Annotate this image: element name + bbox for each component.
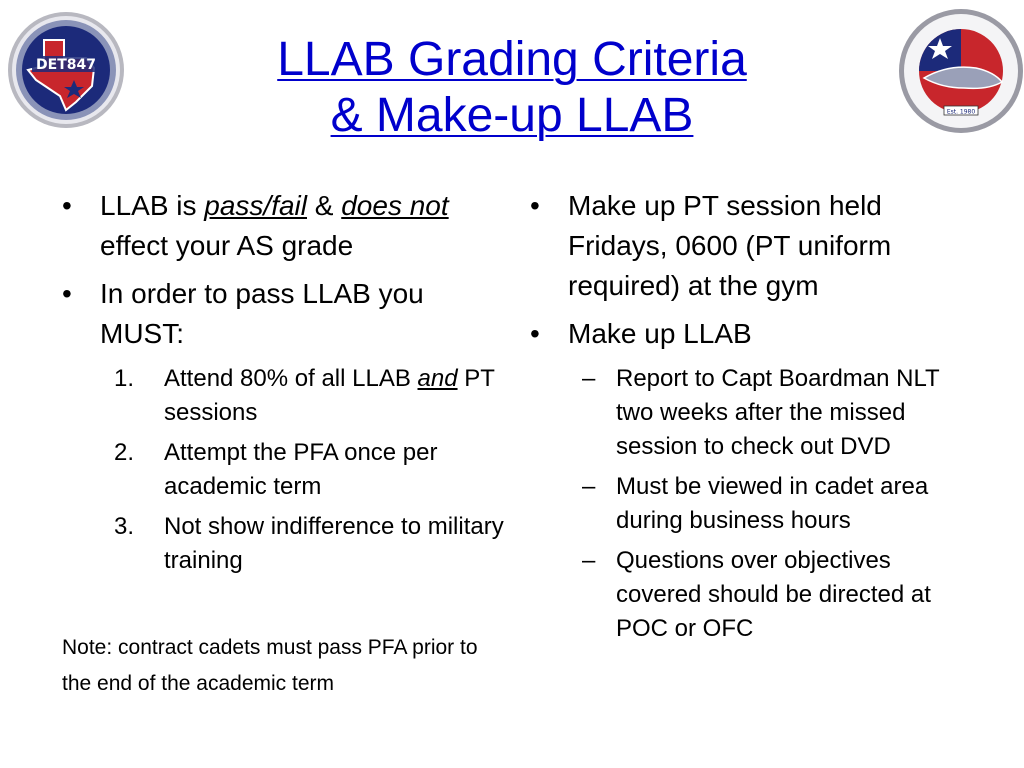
det847-badge-icon (6, 10, 126, 130)
bullet-text: effect your AS grade (100, 230, 354, 261)
bullet-text: Make up LLAB (568, 318, 752, 349)
dash-marker: – (582, 365, 596, 392)
svg-text:DET847: DET847 (36, 57, 96, 73)
university-seal-icon (898, 8, 1024, 134)
numbered-item (62, 362, 502, 430)
bullet-marker: • (530, 190, 540, 221)
left-column (62, 186, 502, 702)
right-column (530, 186, 970, 652)
dash-item (530, 470, 976, 538)
dash-item-text: Must be viewed in cadet area during business hours (616, 473, 929, 534)
title-line-2: & Make-up LLAB (330, 89, 694, 142)
item-text: Attend 80% of all LLAB (164, 365, 418, 392)
dash-marker: – (582, 473, 596, 500)
emphasis-pass-fail: pass/fail (204, 190, 307, 221)
bullet-marker: • (530, 318, 540, 349)
bullet-marker: • (62, 278, 72, 309)
dash-item-text: Report to Capt Boardman NLT two weeks after the missed session to check out DVD (616, 365, 940, 460)
item-text: Attempt the PFA once per academic term (164, 439, 438, 500)
emphasis-and: and (417, 365, 458, 392)
bullet-text: In order to pass LLAB you MUST: (100, 278, 424, 349)
item-text: PT sessions (164, 365, 495, 426)
item-number: 1. (114, 365, 135, 392)
item-number: 3. (114, 513, 135, 540)
numbered-item (62, 510, 584, 578)
dash-item-text: Questions over objectives covered should be directed at POC or OFC (616, 547, 931, 642)
dash-item (530, 544, 976, 646)
bullet-text: LLAB is (100, 190, 205, 221)
item-number: 2. (114, 439, 135, 466)
title-line-1: LLAB Grading Criteria (277, 33, 747, 86)
bullet-make-up-pt (530, 186, 988, 306)
bullet-text: & (307, 190, 342, 221)
note-text: Note: contract cadets must pass PFA prior to the end of the academic term (62, 636, 478, 695)
item-text: Not show indifference to military training (164, 513, 504, 574)
bullet-pass-fail (62, 186, 502, 266)
bullet-make-up-llab (530, 314, 970, 354)
slide-title (200, 32, 824, 144)
bullet-must (62, 274, 500, 354)
bullet-marker: • (62, 190, 72, 221)
svg-text:Est. 1980: Est. 1980 (946, 108, 976, 116)
dash-item (530, 362, 946, 464)
dash-marker: – (582, 547, 596, 574)
numbered-item (62, 436, 502, 504)
bullet-text: Make up PT session held Fridays, 0600 (PT uniform required) at the gym (568, 190, 892, 301)
emphasis-does-not: does not (341, 190, 449, 221)
